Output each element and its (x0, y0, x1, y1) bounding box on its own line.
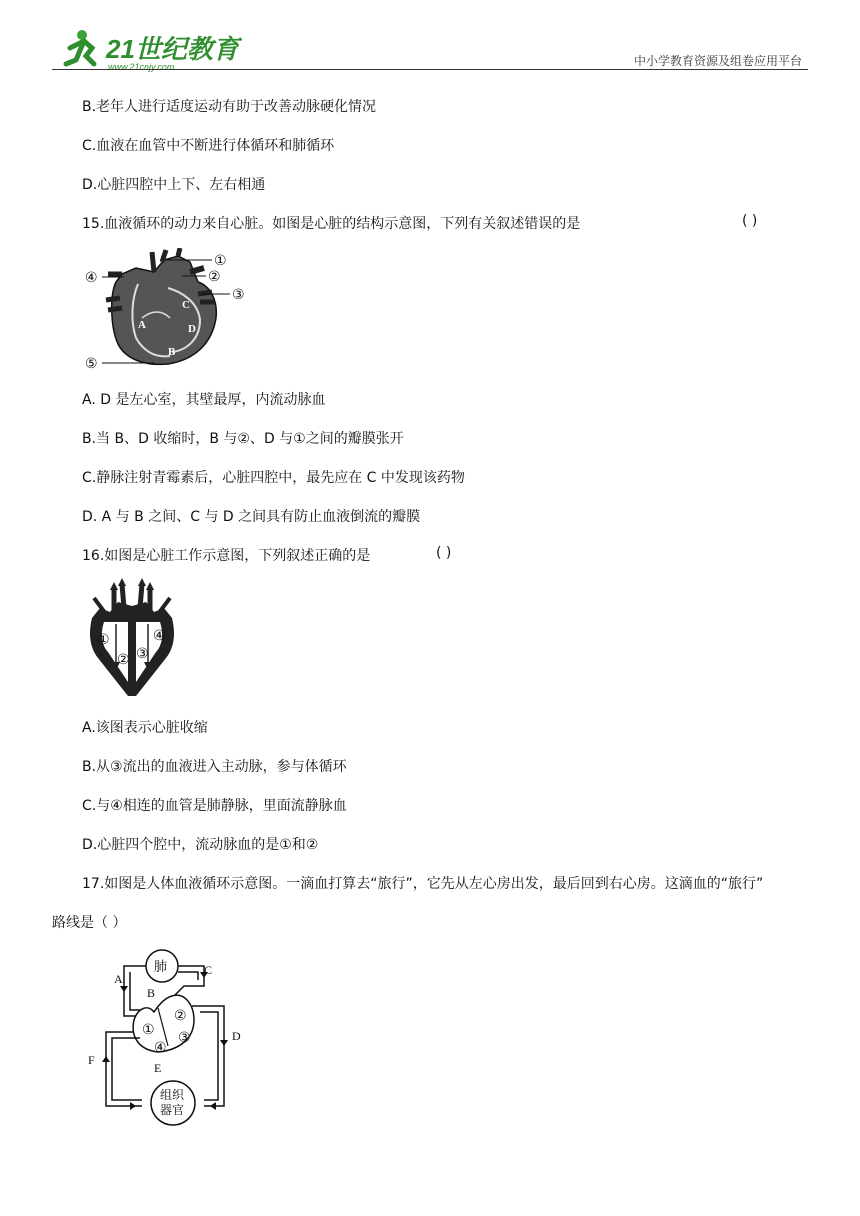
label-1: ① (214, 253, 227, 269)
chamber-b: B (168, 346, 176, 358)
letter-b: B (147, 986, 156, 1000)
header-divider (52, 69, 808, 70)
q15-option-b: B.当 B、D 收缩时，B 与②、D 与①之间的瓣膜张开 (82, 431, 404, 447)
q15-option-d: D. A 与 B 之间、C 与 D 之间具有防止血液倒流的瓣膜 (82, 509, 421, 525)
num-1: ① (142, 1022, 155, 1038)
lung-label: 肺 (154, 960, 168, 975)
label-4: ④ (85, 270, 98, 286)
label-3: ③ (136, 646, 149, 662)
organ-label-2: 器官 (160, 1103, 185, 1117)
label-5: ⑤ (85, 356, 98, 372)
q17-stem-cont: 路线是（ ） (52, 915, 127, 931)
label-3: ③ (232, 287, 245, 303)
q14-option-d: D.心脏四腔中上下、左右相通 (82, 177, 266, 193)
q16-stem: 16.如图是心脏工作示意图，下列叙述正确的是 (82, 548, 371, 564)
label-1: ① (97, 632, 110, 648)
logo-url: www.21cnjy.com (108, 62, 175, 72)
q16-option-c: C.与④相连的血管是肺静脉，里面流静脉血 (82, 798, 347, 814)
num-3: ③ (178, 1030, 191, 1046)
q16-answer-bracket: ( ) (436, 545, 452, 561)
site-logo (62, 26, 242, 72)
platform-name: 中小学教育资源及组卷应用平台 (633, 54, 802, 68)
label-4: ④ (153, 628, 166, 644)
letter-a: A (114, 972, 123, 986)
logo-text: 21世纪教育 (106, 34, 239, 64)
chamber-c: C (182, 299, 190, 311)
heart-structure-figure (82, 248, 257, 373)
num-2: ② (174, 1008, 187, 1024)
q16-option-d: D.心脏四个腔中，流动脉血的是①和② (82, 837, 319, 853)
label-2: ② (117, 652, 130, 668)
q14-option-b: B.老年人进行适度运动有助于改善动脉硬化情况 (82, 99, 377, 115)
num-4: ④ (154, 1040, 167, 1056)
q17-stem: 17.如图是人体血液循环示意图。一滴血打算去“旅行”，它先从左心房出发，最后回到右心房。这滴血的“旅行” (82, 876, 764, 892)
label-2: ② (208, 269, 221, 285)
chamber-d: D (188, 323, 196, 335)
letter-f: F (88, 1053, 95, 1067)
letter-e: E (154, 1061, 162, 1075)
letter-d: D (232, 1029, 241, 1043)
letter-c: C (204, 963, 213, 977)
organ-label-1: 组织 (160, 1088, 185, 1102)
q14-option-c: C.血液在血管中不断进行体循环和肺循环 (82, 138, 335, 154)
q15-option-c: C.静脉注射青霉素后，心脏四腔中，最先应在 C 中发现该药物 (82, 470, 465, 486)
heart-working-figure (84, 578, 180, 702)
chamber-a: A (138, 319, 146, 331)
circulation-figure (84, 946, 254, 1146)
q15-answer-bracket: ( ) (742, 213, 758, 229)
q16-option-b: B.从③流出的血液进入主动脉，参与体循环 (82, 759, 347, 775)
q16-option-a: A.该图表示心脏收缩 (82, 720, 208, 736)
q15-option-a: A. D 是左心室，其壁最厚，内流动脉血 (82, 392, 326, 408)
q15-stem: 15.血液循环的动力来自心脏。如图是心脏的结构示意图，下列有关叙述错误的是 (82, 216, 581, 232)
